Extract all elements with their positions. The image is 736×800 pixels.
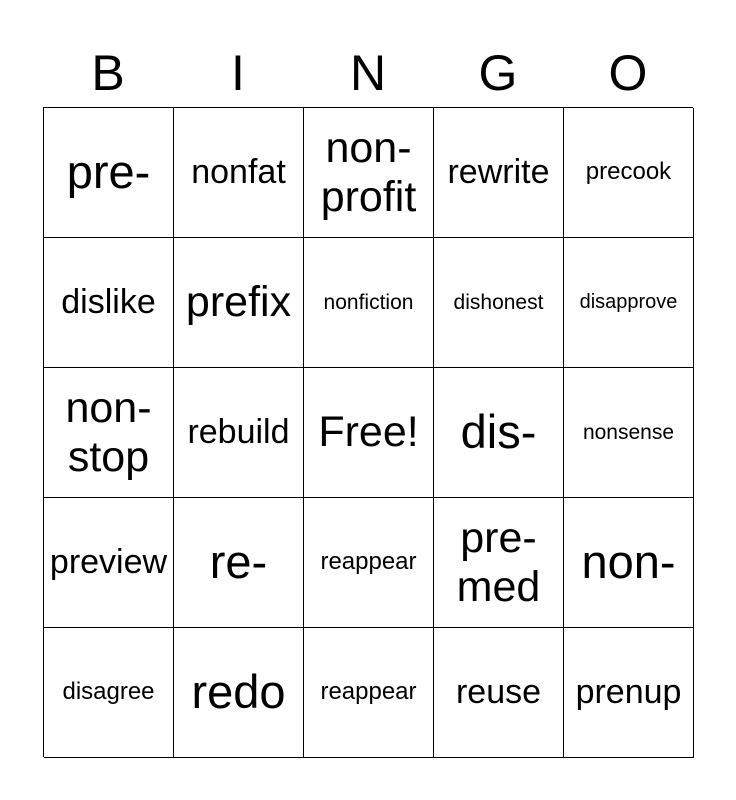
bingo-cell-r5-c4[interactable]: reuse: [434, 628, 564, 758]
bingo-cell-r5-c2[interactable]: redo: [174, 628, 304, 758]
bingo-cell-r4-c2[interactable]: re-: [174, 498, 304, 628]
bingo-cell-r5-c5[interactable]: prenup: [564, 628, 694, 758]
bingo-header: [43, 40, 693, 106]
bingo-cell-r3-c2[interactable]: rebuild: [174, 368, 304, 498]
bingo-cell-r2-c1[interactable]: dislike: [44, 238, 174, 368]
bingo-cell-r3-c4[interactable]: dis-: [434, 368, 564, 498]
header-letter-i: I: [231, 45, 245, 101]
header-letter-g: G: [478, 45, 518, 101]
bingo-cell-r1-c5[interactable]: precook: [564, 108, 694, 238]
bingo-cell-r1-c4[interactable]: rewrite: [434, 108, 564, 238]
header-letter-o: O: [608, 45, 648, 101]
bingo-cell-r5-c3[interactable]: reappear: [304, 628, 434, 758]
bingo-cell-r3-c3-free[interactable]: Free!: [304, 368, 434, 498]
bingo-cell-r3-c5[interactable]: nonsense: [564, 368, 694, 498]
header-letter-n: N: [349, 45, 387, 101]
bingo-cell-r2-c5[interactable]: disapprove: [564, 238, 694, 368]
bingo-cell-r1-c1[interactable]: pre-: [44, 108, 174, 238]
bingo-cell-r2-c2[interactable]: prefix: [174, 238, 304, 368]
bingo-cell-r4-c5[interactable]: non-: [564, 498, 694, 628]
bingo-cell-r1-c3[interactable]: non- profit: [304, 108, 434, 238]
bingo-cell-r1-c2[interactable]: nonfat: [174, 108, 304, 238]
header-letter-b: B: [91, 45, 125, 101]
bingo-cell-r4-c3[interactable]: reappear: [304, 498, 434, 628]
bingo-cell-r4-c1[interactable]: preview: [44, 498, 174, 628]
bingo-cell-r5-c1[interactable]: disagree: [44, 628, 174, 758]
bingo-cell-r2-c3[interactable]: nonfiction: [304, 238, 434, 368]
bingo-cell-r4-c4[interactable]: pre- med: [434, 498, 564, 628]
bingo-cell-r3-c1[interactable]: non- stop: [44, 368, 174, 498]
bingo-cell-r2-c4[interactable]: dishonest: [434, 238, 564, 368]
bingo-board: [43, 107, 693, 757]
